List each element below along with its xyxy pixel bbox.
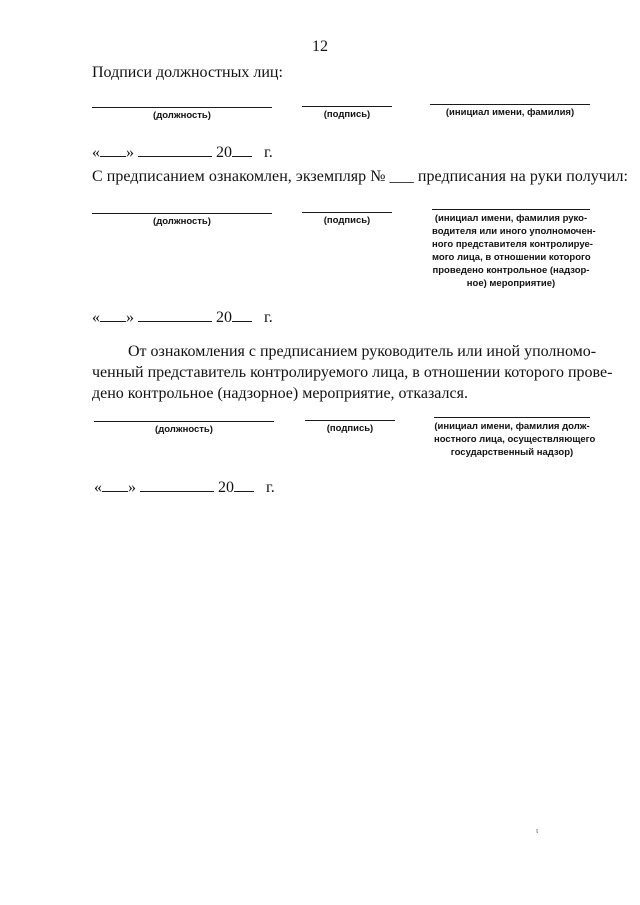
caption-line: ного представителя контролируе- xyxy=(432,239,593,250)
year-blank xyxy=(232,307,252,322)
section2-signature-line xyxy=(302,212,392,213)
month-blank xyxy=(138,142,212,157)
year-suffix: г. xyxy=(264,144,273,161)
section1-position-line xyxy=(92,107,272,108)
day-blank xyxy=(102,477,128,492)
section3-name-line xyxy=(434,417,590,418)
section3-date xyxy=(94,477,275,497)
paragraph-line: ченный представитель контролируемого лица, в отношении которого прове- xyxy=(92,364,613,381)
refusal-paragraph xyxy=(92,341,613,404)
section1-heading: Подписи должностных лиц: xyxy=(92,64,283,81)
year-suffix: г. xyxy=(266,479,275,496)
month-blank xyxy=(138,307,212,322)
year-blank xyxy=(232,142,252,157)
date-close-quote: » xyxy=(126,309,134,326)
caption-line: мого лица, в отношении которого xyxy=(432,252,591,263)
section1-position-caption: (должность) xyxy=(153,110,211,121)
footer-mark: ι xyxy=(536,826,539,835)
caption-line: (инициал имени, фамилия долж- xyxy=(434,421,590,432)
section1-date xyxy=(92,142,273,162)
section2-date xyxy=(92,307,273,327)
section3-signature-line xyxy=(305,420,395,421)
section3-position-caption: (должность) xyxy=(155,424,213,435)
page-number: 12 xyxy=(312,38,328,55)
year-prefix: 20 xyxy=(218,479,234,496)
date-open-quote: « xyxy=(94,479,102,496)
caption-line: ное) мероприятие) xyxy=(466,278,556,289)
section2-position-line xyxy=(92,213,272,214)
section2-position-caption: (должность) xyxy=(153,216,211,227)
month-blank xyxy=(140,477,214,492)
day-blank xyxy=(100,142,126,157)
section2-signature-caption: (подпись) xyxy=(323,215,371,226)
section1-signature-line xyxy=(302,106,392,107)
section1-name-caption: (инициал имени, фамилия) xyxy=(445,107,575,118)
year-blank xyxy=(234,477,254,492)
paragraph-line: От ознакомления с предписанием руководитель или иной уполномо- xyxy=(128,343,597,360)
section2-name-caption xyxy=(432,212,596,290)
date-close-quote: » xyxy=(126,144,134,161)
section3-signature-caption: (подпись) xyxy=(326,423,374,434)
caption-line: проведено контрольное (надзор- xyxy=(432,265,590,276)
section3-name-caption xyxy=(434,420,596,459)
caption-line: государственный надзор) xyxy=(450,447,574,458)
day-blank xyxy=(100,307,126,322)
section2-name-line xyxy=(432,209,590,210)
section1-name-line xyxy=(430,104,590,105)
date-close-quote: » xyxy=(128,479,136,496)
section2-statement: С предписанием ознакомлен, экземпляр № ___ предписания на руки получил: xyxy=(92,168,629,185)
date-open-quote: « xyxy=(92,309,100,326)
caption-line: ностного лица, осуществляющего xyxy=(434,434,596,445)
caption-line: водителя или иного уполномочен- xyxy=(432,226,596,237)
paragraph-line: дено контрольное (надзорное) мероприятие, отказался. xyxy=(92,385,468,402)
section3-position-line xyxy=(94,421,274,422)
section1-signature-caption: (подпись) xyxy=(323,109,371,120)
date-open-quote: « xyxy=(92,144,100,161)
year-prefix: 20 xyxy=(216,144,232,161)
year-suffix: г. xyxy=(264,309,273,326)
caption-line: (инициал имени, фамилия руко- xyxy=(434,213,588,224)
year-prefix: 20 xyxy=(216,309,232,326)
